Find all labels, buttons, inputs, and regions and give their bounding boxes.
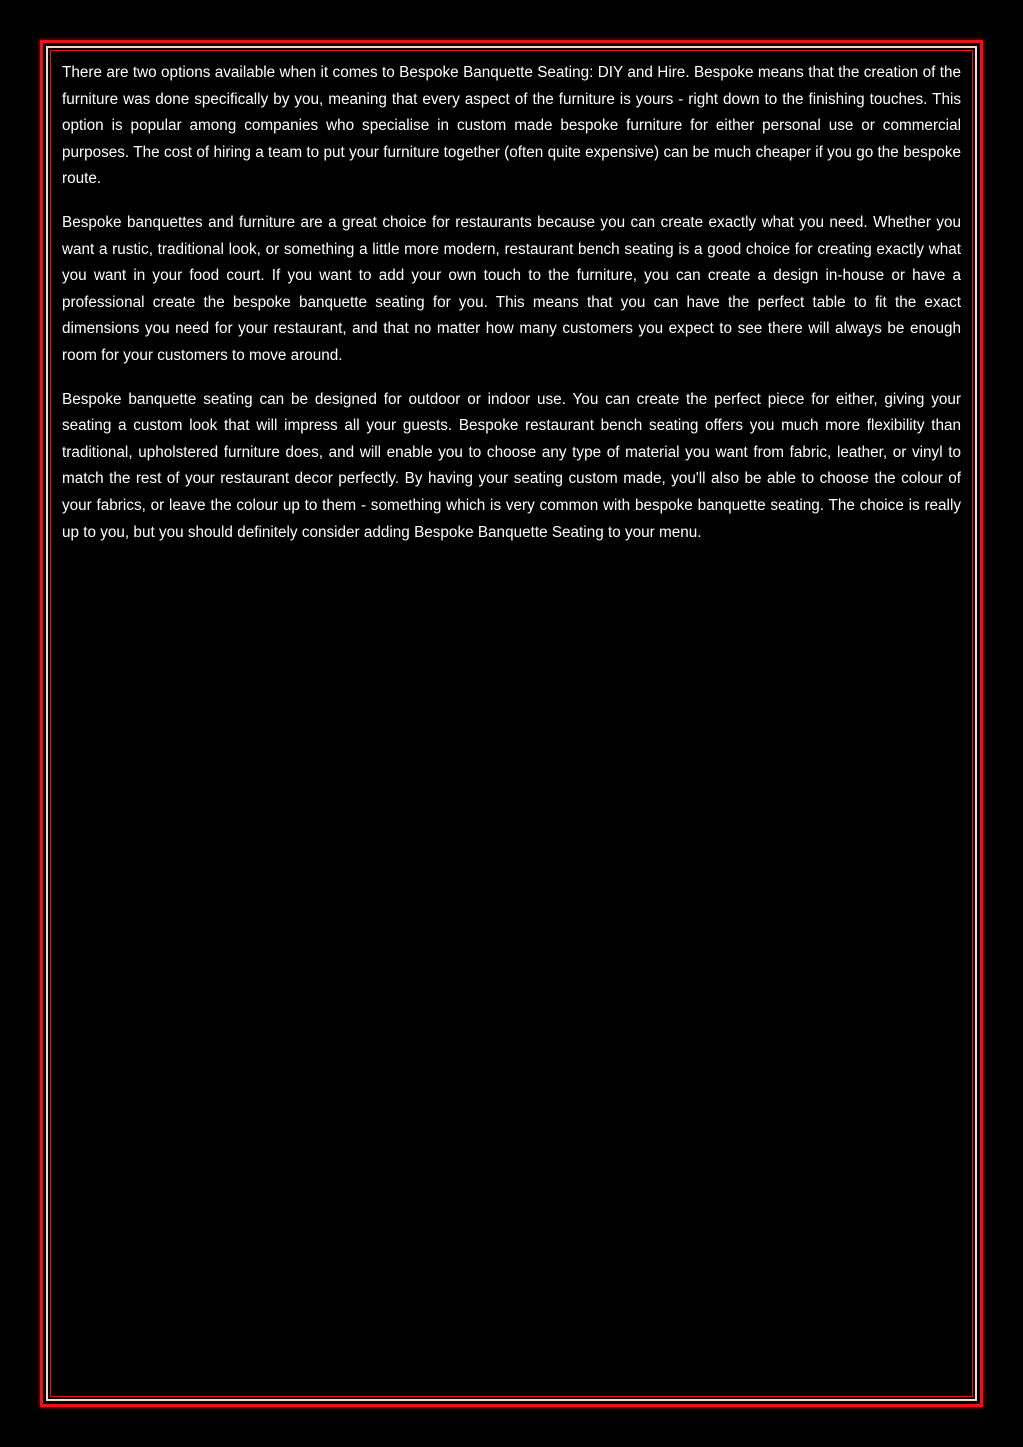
paragraph-3: Bespoke banquette seating can be designed for outdoor or indoor use. You can create the perfect piece for either, giving your seating a custom look that will impress all your guests. Bespoke restaurant bench seating offers you much more flexibility than traditional, upholstered furniture does, and will enable you to choose any type of material you want from fabric, leather, or vinyl to match the rest of your restaurant decor perfectly. By having your seating custom made, you'll also be able to choose the colour of your fabrics, or leave the colour up to them - something which is very common with bespoke banquette seating. The choice is really up to you, but you should definitely consider adding Bespoke Banquette Seating to your menu.: [62, 390, 961, 541]
paragraph-2: Bespoke banquettes and furniture are a great choice for restaurants because you can create exactly what you need. Whether you want a rustic, traditional look, or something a little more modern, restaurant bench seating is a good choice for creating exactly what you want in your food court. If you want to add your own touch to the furniture, you can create a design in-house or have a professional create the bespoke banquette seating for you. This means that you can have the perfect table to fit the exact dimensions you need for your restaurant, and that no matter how many customers you expect to see there will always be enough room for your customers to move around.: [62, 213, 961, 364]
paragraph-1: There are two options available when it comes to Bespoke Banquette Seating: DIY and Hire. Bespoke means that the creation of the furniture was done specifically by you, meaning that every aspect of the furniture is yours - right down to the finishing touches. This option is popular among companies who specialise in custom made bespoke furniture for either personal use or commercial purposes. The cost of hiring a team to put your furniture together (often quite expensive) can be much cheaper if you go the bespoke route.: [62, 64, 961, 188]
document-body: [62, 60, 961, 563]
